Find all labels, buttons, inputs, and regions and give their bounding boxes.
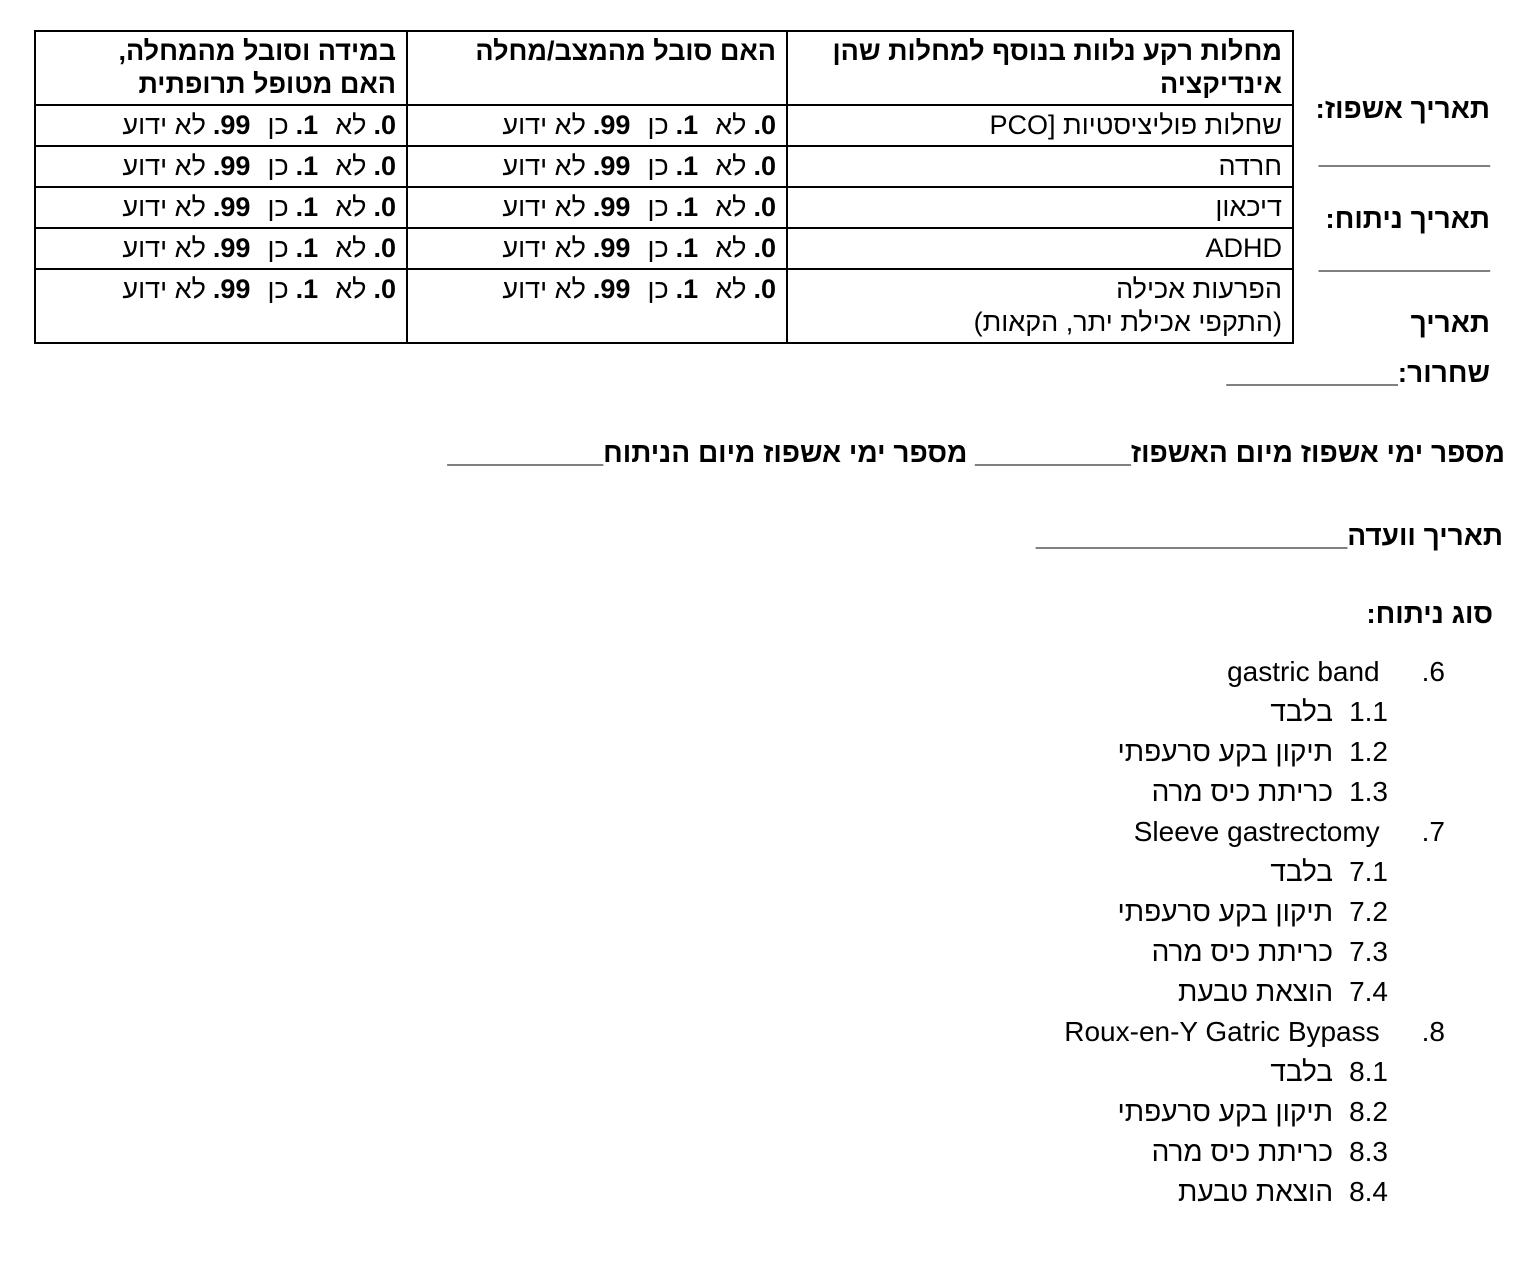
list-subitem-text: הוצאת טבעת — [1177, 1176, 1334, 1207]
surgery-type-heading: סוג ניתוח: — [1366, 598, 1493, 629]
surgery-date-blank-line: ___________ — [1318, 243, 1490, 274]
discharge-date-label-line2: שחרור: — [1397, 357, 1490, 388]
disease-header-line2: אינדיקציה — [1159, 68, 1282, 99]
days-from-surgery-label: מספר ימי אשפוז מיום הניתוח — [603, 437, 968, 468]
suffers-answer-cell — [407, 105, 787, 146]
list-item-text: Sleeve gastrectomy — [1133, 816, 1380, 847]
admission-date-blank-line: ___________ — [1318, 138, 1490, 169]
list-item-text: Roux-en-Y Gatric Bypass — [1064, 1016, 1380, 1047]
days-from-surgery-blank: __________ — [447, 437, 604, 468]
suffers-answer-cell — [407, 146, 787, 187]
days-from-admission-label: מספר ימי אשפוז מיום האשפוז — [1130, 437, 1505, 468]
list-subitem-number: 8.2 — [1349, 1096, 1388, 1127]
suffers-answer-cell — [407, 187, 787, 228]
disease-label: שחלות פוליציסטיות [PCO — [787, 105, 1293, 146]
table-row-depression — [35, 187, 1293, 228]
treated-header-line2: האם מטופל תרופתית — [138, 68, 396, 99]
list-item-gastric-band — [985, 656, 1445, 696]
comorbidity-table — [34, 30, 1294, 344]
answer-options: 0. לא 1. כן 99. לא ידוע — [502, 232, 776, 263]
list-subitem — [985, 976, 1388, 1016]
suffers-answer-cell — [407, 269, 787, 343]
days-from-admission-blank: __________ — [975, 437, 1131, 468]
list-item-sleeve-gastrectomy — [985, 816, 1445, 856]
surgery-date-label: תאריך ניתוח: — [1325, 203, 1490, 234]
disease-header-line1: מחלות רקע נלוות בנוסף למחלות שהן — [832, 36, 1282, 66]
list-subitem-text: הוצאת טבעת — [1177, 976, 1334, 1007]
list-item-number: 7. — [1421, 816, 1445, 847]
answer-options: 0. לא 1. כן 99. לא ידוע — [122, 150, 396, 181]
list-subitem — [985, 1096, 1388, 1136]
committee-date-line — [1036, 520, 1503, 552]
treated-answer-cell — [35, 269, 407, 343]
treated-answer-cell — [35, 146, 407, 187]
treated-answer-cell — [35, 187, 407, 228]
discharge-date-blank-line: ___________ — [1226, 357, 1398, 388]
list-subitem-number: 8.4 — [1349, 1176, 1388, 1207]
suffers-column-header: האם סובל מהמצב/מחלה — [407, 31, 787, 105]
list-subitem-text: תיקון בקע סרעפתי — [1117, 896, 1334, 927]
list-subitem — [985, 1056, 1388, 1096]
treated-answer-cell — [35, 228, 407, 269]
list-subitem-text: כריתת כיס מרה — [1151, 776, 1334, 807]
list-subitem-text: כריתת כיס מרה — [1151, 936, 1334, 967]
answer-options: 0. לא 1. כן 99. לא ידוע — [502, 191, 776, 222]
answer-options: 0. לא 1. כן 99. לא ידוע — [502, 273, 776, 304]
table-row-pco — [35, 105, 1293, 146]
list-subitem-number: 7.2 — [1349, 896, 1388, 927]
answer-options: 0. לא 1. כן 99. לא ידוע — [122, 273, 396, 304]
list-subitem-text: כריתת כיס מרה — [1151, 1136, 1334, 1167]
list-subitem-number: 8.1 — [1349, 1056, 1388, 1087]
list-subitem — [985, 856, 1388, 896]
discharge-date-label-line1: תאריך — [1410, 307, 1490, 338]
list-item-number: 8. — [1421, 1016, 1445, 1047]
list-subitem-number: 8.3 — [1349, 1136, 1388, 1167]
list-subitem — [985, 936, 1388, 976]
list-subitem-number: 1.1 — [1349, 696, 1388, 727]
surgery-type-list — [985, 656, 1445, 1216]
list-subitem — [985, 896, 1388, 936]
list-subitem — [985, 776, 1388, 816]
list-subitem-number: 7.4 — [1349, 976, 1388, 1007]
suffers-answer-cell — [407, 228, 787, 269]
discharge-date-line — [1227, 357, 1491, 389]
hospital-stay-days-line — [447, 437, 1505, 469]
list-subitem-text: תיקון בקע סרעפתי — [1117, 736, 1334, 767]
admission-date-label: תאריך אשפוז: — [1315, 93, 1490, 124]
list-subitem-text: בלבד — [1270, 856, 1334, 887]
list-subitem — [985, 1176, 1388, 1216]
disease-label: ADHD — [787, 228, 1293, 269]
committee-date-label: תאריך וועדה — [1347, 520, 1503, 551]
disease-column-header — [787, 31, 1293, 105]
list-subitem-number: 1.3 — [1349, 776, 1388, 807]
list-item-number: 6. — [1421, 656, 1445, 687]
disease-label: חרדה — [787, 146, 1293, 187]
table-row-adhd — [35, 228, 1293, 269]
list-subitem — [985, 1136, 1388, 1176]
answer-options: 0. לא 1. כן 99. לא ידוע — [122, 191, 396, 222]
list-item-roux-en-y-bypass — [985, 1016, 1445, 1056]
table-row-anxiety — [35, 146, 1293, 187]
list-subitem — [985, 736, 1388, 776]
answer-options: 0. לא 1. כן 99. לא ידוע — [502, 150, 776, 181]
list-item-text: gastric band — [1227, 656, 1380, 687]
treated-answer-cell — [35, 105, 407, 146]
disease-label: הפרעות אכילה (התקפי אכילת יתר, הקאות) — [787, 269, 1293, 343]
treated-header-line1: במידה וסובל מהמחלה, — [118, 36, 396, 66]
answer-options: 0. לא 1. כן 99. לא ידוע — [502, 109, 776, 140]
committee-date-blank: ____________________ — [1035, 520, 1348, 551]
disease-label: דיכאון — [787, 187, 1293, 228]
answer-options: 0. לא 1. כן 99. לא ידוע — [122, 109, 396, 140]
list-subitem-text: בלבד — [1270, 1056, 1334, 1087]
treated-column-header — [35, 31, 407, 105]
list-subitem-text: בלבד — [1270, 696, 1334, 727]
list-subitem-number: 7.3 — [1349, 936, 1388, 967]
answer-options: 0. לא 1. כן 99. לא ידוע — [122, 232, 396, 263]
list-subitem — [985, 696, 1388, 736]
list-subitem-number: 1.2 — [1349, 736, 1388, 767]
list-subitem-number: 7.1 — [1349, 856, 1388, 887]
list-subitem-text: תיקון בקע סרעפתי — [1117, 1096, 1334, 1127]
table-row-eating-disorders — [35, 269, 1293, 343]
table-header-row — [35, 31, 1293, 105]
